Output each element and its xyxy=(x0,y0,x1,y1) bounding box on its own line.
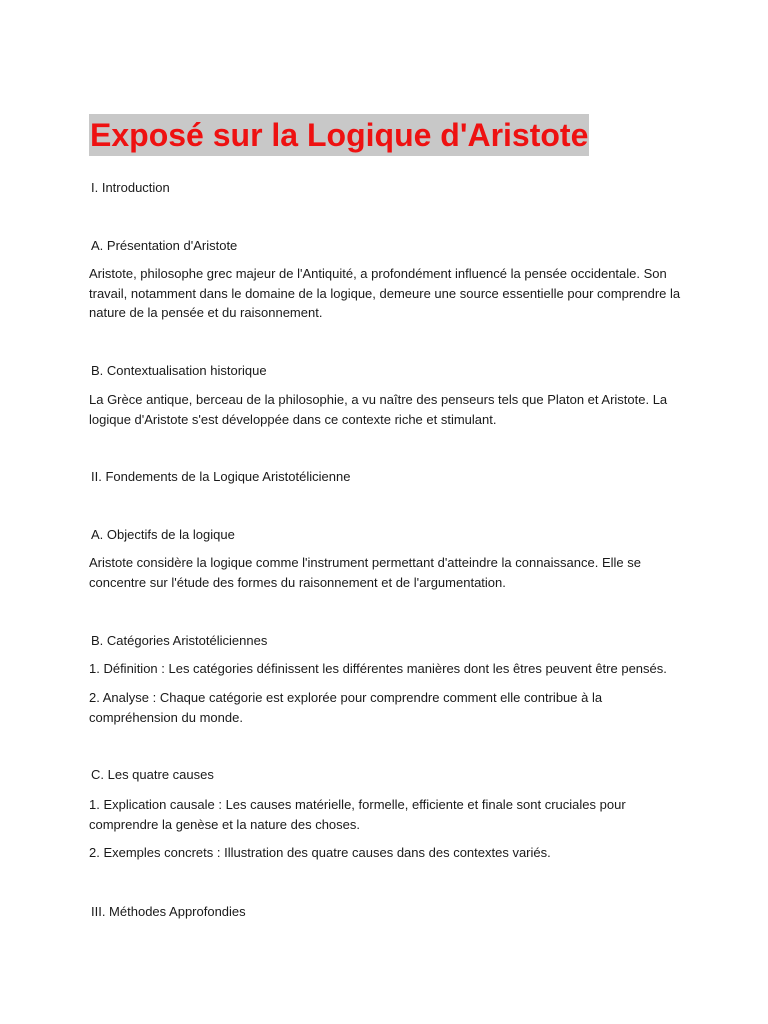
subsection-heading-presentation: A. Présentation d'Aristote xyxy=(91,238,238,253)
section-heading-introduction: I. Introduction xyxy=(91,180,170,195)
subsection-heading-contexte: B. Contextualisation historique xyxy=(91,363,267,378)
subsection-heading-objectifs: A. Objectifs de la logique xyxy=(91,527,235,542)
paragraph-categories-analyse: 2. Analyse : Chaque catégorie est explorée pour comprendre comment elle contribue à la compréhension du monde. xyxy=(89,690,603,725)
paragraph-categories-definition: 1. Définition : Les catégories définissent les différentes manières dont les êtres peuvent être pensés. xyxy=(89,661,667,676)
paragraph-causes-exemples: 2. Exemples concrets : Illustration des quatre causes dans des contextes variés. xyxy=(89,845,551,860)
section-heading-fondements: II. Fondements de la Logique Aristotélicienne xyxy=(91,469,351,484)
subsection-heading-causes: C. Les quatre causes xyxy=(91,767,214,782)
paragraph-contexte: La Grèce antique, berceau de la philosophie, a vu naître des penseurs tels que Platon et Aristote. La logique d'Aristote s'est développée dans ce contexte riche et stimulant. xyxy=(89,392,668,427)
paragraph-presentation: Aristote, philosophe grec majeur de l'Antiquité, a profondément influencé la pensée occidentale. Son travail, notamment dans le domaine de la logique, demeure une source essentielle pour comprendre la nature de la pensée et du raisonnement. xyxy=(89,266,681,320)
subsection-heading-categories: B. Catégories Aristotéliciennes xyxy=(91,633,268,648)
section-heading-methodes: III. Méthodes Approfondies xyxy=(91,904,246,919)
paragraph-causes-explication: 1. Explication causale : Les causes matérielle, formelle, efficiente et finale sont cruciales pour comprendre la genèse et la nature des choses. xyxy=(89,797,626,832)
paragraph-objectifs: Aristote considère la logique comme l'instrument permettant d'atteindre la connaissance. Elle se concentre sur l'étude des formes du raisonnement et de l'argumentation. xyxy=(89,555,641,590)
document-title: Exposé sur la Logique d'Aristote xyxy=(89,114,589,156)
